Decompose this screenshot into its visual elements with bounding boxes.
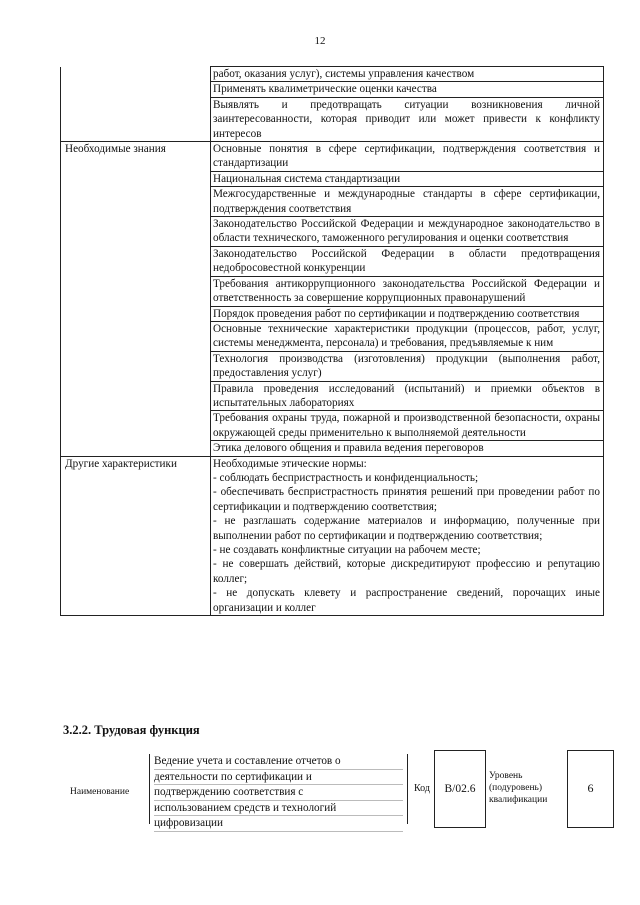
table-row <box>61 67 604 82</box>
name-box <box>149 754 408 830</box>
row-label-cell <box>61 485 211 514</box>
row-text-cell: - не разглашать содержание материалов и информацию, полученные при выполнении работ по сертификации и подтверждению соответствия; <box>211 514 604 543</box>
row-text-cell: Законодательство Российской Федерации и международное законодательство в области технического, таможенного регулирования и оценки соответствия <box>211 217 604 247</box>
table-row <box>61 97 604 141</box>
table-row <box>61 217 604 247</box>
table-row <box>61 411 604 441</box>
row-text-cell: Законодательство Российской Федерации в области предотвращения недобросовестной конкуренции <box>211 246 604 276</box>
row-text-cell: работ, оказания услуг), системы управления качеством <box>211 67 604 82</box>
row-text-cell: Применять квалиметрические оценки качества <box>211 82 604 97</box>
row-text-cell: Требования охраны труда, пожарной и производственной безопасности, охраны окружающей среды применительно к выполняемой деятельности <box>211 411 604 441</box>
level-label-line: Уровень <box>489 771 523 781</box>
row-label-cell <box>61 321 211 351</box>
table-row <box>61 441 604 456</box>
name-line: подтверждению соответствия с <box>154 785 403 801</box>
labor-function-row <box>60 750 620 830</box>
row-label-cell <box>61 306 211 321</box>
table-row <box>61 381 604 411</box>
row-text-cell: - обеспечивать беспристрастность принятия решений при проведении работ по сертификации и подтверждению соответствия; <box>211 485 604 514</box>
row-label-cell <box>61 351 211 381</box>
row-text-cell: Требования антикоррупционного законодательства Российской Федерации и ответственность за совершение коррупционных правонарушений <box>211 276 604 306</box>
table-row <box>61 456 604 471</box>
level-box <box>567 750 614 828</box>
row-label-cell <box>61 246 211 276</box>
level-label-line: (подуровень) <box>489 783 543 793</box>
row-text-cell: Основные технические характеристики продукции (процессов, работ, услуг, системы менеджмента, персонала) и требования, предъявляемые к ним <box>211 321 604 351</box>
section-title: 3.2.2. Трудовая функция <box>63 723 200 737</box>
row-text-cell: Правила проведения исследований (испытаний) и приемки объектов в испытательных лабораториях <box>211 381 604 411</box>
table-row <box>61 321 604 351</box>
name-label: Наименование <box>70 787 130 797</box>
row-label-cell <box>61 82 211 97</box>
row-label-cell <box>61 171 211 186</box>
level-label <box>489 770 567 806</box>
row-text-cell: - не создавать конфликтные ситуации на рабочем месте; <box>211 543 604 557</box>
row-label-cell <box>61 67 211 82</box>
row-label-cell <box>61 471 211 485</box>
table-row <box>61 187 604 217</box>
code-value: B/02.6 <box>444 783 476 795</box>
table-row <box>61 543 604 557</box>
row-label-cell <box>61 142 211 172</box>
row-text-cell: Необходимые этические нормы: <box>211 456 604 471</box>
row-text-cell: Порядок проведения работ по сертификации и подтверждению соответствия <box>211 306 604 321</box>
row-text-cell: - соблюдать беспристрастность и конфиденциальность; <box>211 471 604 485</box>
row-label-cell <box>61 586 211 615</box>
row-text-cell: Этика делового общения и правила ведения переговоров <box>211 441 604 456</box>
row-label-cell <box>61 456 211 471</box>
table-row <box>61 142 604 172</box>
page-number: 12 <box>314 35 326 47</box>
row-label-cell <box>61 381 211 411</box>
row-text-cell: - не совершать действий, которые дискредитируют профессию и репутацию коллег; <box>211 557 604 586</box>
level-label-line: квалификации <box>489 795 548 805</box>
table-row <box>61 471 604 485</box>
row-label-cell <box>61 441 211 456</box>
row-label-cell <box>61 557 211 586</box>
table-row <box>61 171 604 186</box>
name-line: деятельности по сертификации и <box>154 770 403 786</box>
table-row <box>61 586 604 615</box>
table-row <box>61 246 604 276</box>
row-label-cell <box>61 543 211 557</box>
group-label: Другие характеристики <box>65 457 177 470</box>
level-value: 6 <box>587 781 594 795</box>
table-row <box>61 485 604 514</box>
name-line: цифровизации <box>154 816 403 832</box>
row-text-cell: Межгосударственные и международные стандарты в сфере сертификации, подтверждения соответствия <box>211 187 604 217</box>
name-line: Ведение учета и составление отчетов о <box>154 754 403 770</box>
row-label-cell <box>61 276 211 306</box>
group-label: Необходимые знания <box>65 143 166 156</box>
row-text-cell: Основные понятия в сфере сертификации, подтверждения соответствия и стандартизации <box>211 142 604 172</box>
row-text-cell: - не допускать клевету и распространение сведений, порочащих иные организации и коллег <box>211 586 604 615</box>
row-text-cell: Технология производства (изготовления) продукции (выполнения работ, предоставления услуг) <box>211 351 604 381</box>
table-row <box>61 351 604 381</box>
table-row <box>61 514 604 543</box>
row-label-cell <box>61 187 211 217</box>
table-row <box>61 82 604 97</box>
row-label-cell <box>61 514 211 543</box>
table-row <box>61 276 604 306</box>
code-label: Код <box>414 783 430 794</box>
table-row <box>61 557 604 586</box>
row-text-cell: Национальная система стандартизации <box>211 171 604 186</box>
competency-table <box>60 66 604 616</box>
name-line: использованием средств и технологий <box>154 801 403 817</box>
row-text-cell: Выявлять и предотвращать ситуации возникновения личной заинтересованности, которая приводит или может привести к конфликту интересов <box>211 97 604 141</box>
code-box <box>434 750 486 828</box>
row-label-cell <box>61 217 211 247</box>
table-row <box>61 306 604 321</box>
row-label-cell <box>61 97 211 141</box>
row-label-cell <box>61 411 211 441</box>
